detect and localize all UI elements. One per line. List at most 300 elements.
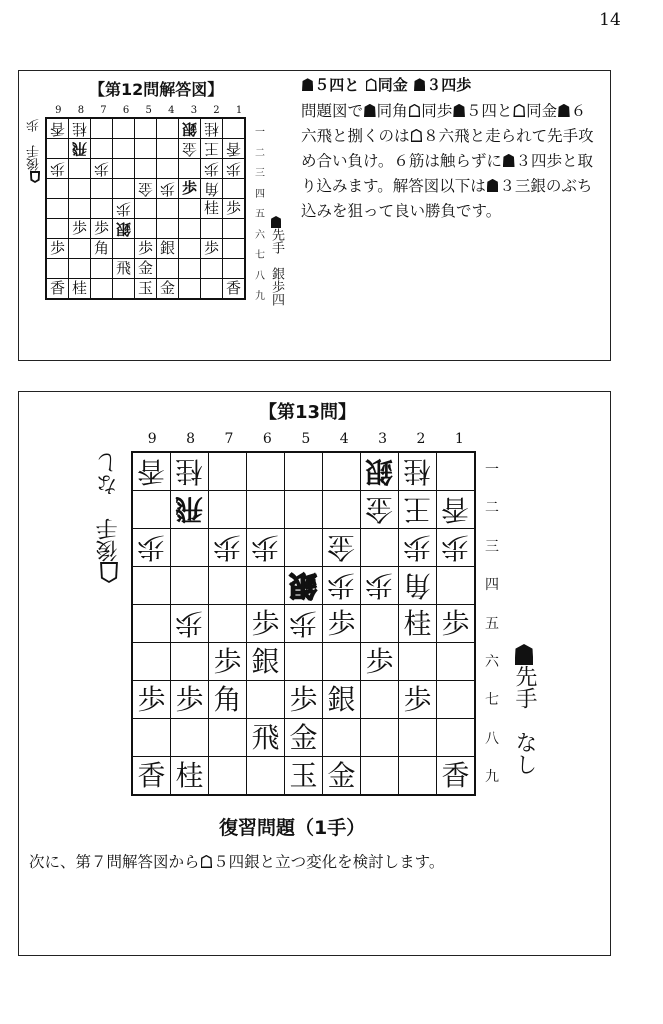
file-label: 3 <box>378 431 388 447</box>
board-square[interactable] <box>437 567 476 605</box>
board-square[interactable] <box>323 491 361 529</box>
board-square[interactable] <box>113 139 135 159</box>
board-square[interactable] <box>69 259 91 279</box>
board-square[interactable] <box>437 643 476 681</box>
gote-piece: 歩 <box>213 531 242 564</box>
board-rank-row <box>46 118 245 139</box>
board-rank-row <box>46 199 245 219</box>
board-square[interactable] <box>361 757 399 796</box>
board-square[interactable] <box>132 605 171 643</box>
board-square[interactable] <box>132 719 171 757</box>
board-square[interactable] <box>323 567 361 605</box>
board-square[interactable] <box>69 199 91 219</box>
board-square[interactable] <box>285 757 323 796</box>
board-square[interactable] <box>179 259 201 279</box>
rank-label: 九 <box>255 291 265 302</box>
board-square[interactable] <box>223 259 246 279</box>
board-square[interactable] <box>91 239 113 259</box>
board-square[interactable] <box>399 643 437 681</box>
board-square[interactable] <box>69 118 91 139</box>
board-square[interactable] <box>285 681 323 719</box>
sente-piece: 金 <box>327 759 356 792</box>
board-square[interactable] <box>209 452 247 491</box>
problem13-panel <box>18 391 611 956</box>
problem12-answer-heading: ５四と 同金 ３四歩 <box>301 73 601 98</box>
board-square[interactable] <box>247 605 285 643</box>
sente-piece: 歩 <box>93 219 109 237</box>
sente-piece: 飛 <box>115 259 131 277</box>
sente-piece: 歩 <box>181 179 197 197</box>
board-square[interactable] <box>399 681 437 719</box>
board-rank-row <box>132 567 475 605</box>
board-square[interactable] <box>223 139 246 159</box>
board-square[interactable] <box>285 567 323 605</box>
gote-piece: 飛 <box>71 140 87 158</box>
board-square[interactable] <box>209 567 247 605</box>
sente-mark-icon <box>558 104 570 117</box>
gote-piece: 桂 <box>71 120 87 138</box>
board-square[interactable] <box>179 219 201 239</box>
file-label: 5 <box>301 431 311 447</box>
problem13-description: 次に、第７問解答図から ５四銀と立つ変化を検討します。 <box>29 853 445 871</box>
sente-piece: 歩 <box>365 645 394 678</box>
board-square[interactable] <box>69 139 91 159</box>
rank-label: 四 <box>485 577 499 594</box>
gote-piece: 王 <box>203 140 219 158</box>
board-square[interactable] <box>201 219 223 239</box>
board-square[interactable] <box>223 179 246 199</box>
board-square[interactable] <box>399 567 437 605</box>
board-square[interactable] <box>171 491 209 529</box>
gote-piece: 歩 <box>159 180 175 198</box>
board-square[interactable] <box>361 529 399 567</box>
board-square[interactable] <box>157 219 179 239</box>
gote-piece: 歩 <box>49 160 65 178</box>
board-square[interactable] <box>285 452 323 491</box>
problem12-gote-hand: 後手 歩 <box>25 119 44 183</box>
gote-piece: 歩 <box>365 569 394 602</box>
problem13-gote-hand: 後手 なし <box>93 452 124 583</box>
board-square[interactable] <box>323 643 361 681</box>
gote-piece: 香 <box>137 455 166 488</box>
board-square[interactable] <box>223 159 246 179</box>
gote-mark-icon <box>100 562 118 583</box>
board-square[interactable] <box>132 567 171 605</box>
sente-piece: 銀 <box>327 683 356 716</box>
board-square[interactable] <box>157 239 179 259</box>
sente-piece: 歩 <box>213 645 242 678</box>
board-square[interactable] <box>437 491 476 529</box>
board-square[interactable] <box>135 118 157 139</box>
board-square[interactable] <box>135 159 157 179</box>
board-square[interactable] <box>171 605 209 643</box>
problem13-subtitle: 復習問題（1手） <box>219 817 366 839</box>
board-square[interactable] <box>179 118 201 139</box>
file-label: 1 <box>235 105 243 116</box>
sente-piece: 金 <box>137 259 153 277</box>
board-square[interactable] <box>132 757 171 796</box>
board-square[interactable] <box>323 719 361 757</box>
gote-mark-icon <box>411 129 423 142</box>
gote-piece: 歩 <box>441 531 470 564</box>
board-rank-row <box>132 452 475 491</box>
board-square[interactable] <box>247 452 285 491</box>
board-square[interactable] <box>179 199 201 219</box>
board-square[interactable] <box>437 529 476 567</box>
board-square[interactable] <box>437 681 476 719</box>
board-square[interactable] <box>285 643 323 681</box>
board-square[interactable] <box>247 681 285 719</box>
gote-piece: 歩 <box>175 607 204 640</box>
board-square[interactable] <box>157 118 179 139</box>
sente-mark-icon <box>487 179 499 192</box>
board-square[interactable] <box>46 219 69 239</box>
board-square[interactable] <box>285 529 323 567</box>
board-square[interactable] <box>201 279 223 300</box>
gote-mark-icon <box>513 104 525 117</box>
board-square[interactable] <box>171 719 209 757</box>
board-square[interactable] <box>113 219 135 239</box>
sente-piece: 角 <box>93 239 109 257</box>
board-square[interactable] <box>361 643 399 681</box>
sente-piece: 桂 <box>403 607 432 640</box>
sente-piece: 銀 <box>251 645 280 678</box>
board-square[interactable] <box>157 179 179 199</box>
rank-label: 三 <box>255 168 265 179</box>
gote-piece: 歩 <box>93 160 109 178</box>
rank-label: 六 <box>485 654 499 670</box>
board-square[interactable] <box>361 605 399 643</box>
problem12-commentary: 問題図で 同角 同歩 ５四と 同金 ６六飛と捌くのは ８六飛と走られて先手攻め合い負け。６筋は触らずに ３四歩と取り込みます。解答図以下は ３三銀のぶち込みを狙って良い勝負です。 <box>301 102 594 220</box>
board-rank-row <box>132 681 475 719</box>
board-square[interactable] <box>69 239 91 259</box>
rank-label: 二 <box>485 500 499 517</box>
board-square[interactable] <box>361 491 399 529</box>
sente-piece: 香 <box>137 759 166 792</box>
sente-piece: 香 <box>225 279 241 297</box>
board-square[interactable] <box>201 118 223 139</box>
board-square[interactable] <box>179 139 201 159</box>
board-square[interactable] <box>323 452 361 491</box>
board-square[interactable] <box>209 529 247 567</box>
board-square[interactable] <box>46 279 69 300</box>
gote-mark-icon <box>366 78 377 91</box>
gote-piece: 歩 <box>137 531 166 564</box>
board-square[interactable] <box>209 719 247 757</box>
gote-piece: 歩 <box>327 569 356 602</box>
board-square[interactable] <box>113 118 135 139</box>
board-square[interactable] <box>223 199 246 219</box>
board-square[interactable] <box>399 605 437 643</box>
board-square[interactable] <box>113 259 135 279</box>
board-square[interactable] <box>247 757 285 796</box>
file-label: 7 <box>224 431 234 447</box>
sente-mark-icon <box>453 104 465 117</box>
board-square[interactable] <box>399 452 437 491</box>
gote-piece: 金 <box>137 180 153 198</box>
board-square[interactable] <box>209 491 247 529</box>
board-square[interactable] <box>171 567 209 605</box>
gote-piece: 歩 <box>115 200 131 218</box>
board-square[interactable] <box>437 757 476 796</box>
board-square[interactable] <box>223 219 246 239</box>
board-square[interactable] <box>323 757 361 796</box>
board-square[interactable] <box>157 279 179 300</box>
board-square[interactable] <box>201 239 223 259</box>
board-square[interactable] <box>361 681 399 719</box>
board-square[interactable] <box>223 279 246 300</box>
board-square[interactable] <box>135 259 157 279</box>
file-label: 4 <box>339 431 349 447</box>
board-square[interactable] <box>223 239 246 259</box>
board-square[interactable] <box>69 279 91 300</box>
board-square[interactable] <box>135 199 157 219</box>
board-square[interactable] <box>323 529 361 567</box>
sente-mark-icon <box>503 154 515 167</box>
board-square[interactable] <box>323 605 361 643</box>
sente-piece: 飛 <box>251 721 280 754</box>
board-square[interactable] <box>91 159 113 179</box>
rank-label: 八 <box>255 270 265 282</box>
board-square[interactable] <box>135 179 157 199</box>
board-square[interactable] <box>113 179 135 199</box>
board-square[interactable] <box>285 719 323 757</box>
gote-mark-icon <box>409 104 421 117</box>
board-square[interactable] <box>46 239 69 259</box>
board-square[interactable] <box>113 199 135 219</box>
gote-piece: 歩 <box>203 160 219 178</box>
board-square[interactable] <box>157 199 179 219</box>
board-square[interactable] <box>46 199 69 219</box>
board-square[interactable] <box>247 491 285 529</box>
board-square[interactable] <box>135 279 157 300</box>
sente-piece: 香 <box>49 279 65 297</box>
board-square[interactable] <box>179 179 201 199</box>
file-label: 1 <box>454 431 464 447</box>
board-square[interactable] <box>209 605 247 643</box>
rank-label: 四 <box>255 188 265 200</box>
board-square[interactable] <box>157 139 179 159</box>
board-square[interactable] <box>113 159 135 179</box>
board-square[interactable] <box>247 719 285 757</box>
sente-piece: 歩 <box>203 239 219 257</box>
file-label: 9 <box>55 105 62 116</box>
sente-mark-icon <box>271 216 282 228</box>
board-rank-row <box>132 757 475 796</box>
sente-mark-icon <box>364 104 376 117</box>
board-rank-row <box>46 219 245 239</box>
file-label: 9 <box>147 431 157 447</box>
board-square[interactable] <box>285 605 323 643</box>
rank-label: 一 <box>255 127 265 138</box>
sente-piece: 歩 <box>225 199 241 217</box>
board-square[interactable] <box>285 491 323 529</box>
sente-piece: 歩 <box>49 239 65 257</box>
board-square[interactable] <box>399 529 437 567</box>
board-square[interactable] <box>361 567 399 605</box>
board-square[interactable] <box>69 159 91 179</box>
board-square[interactable] <box>157 259 179 279</box>
board-square[interactable] <box>132 529 171 567</box>
gote-piece: 香 <box>441 493 470 526</box>
board-square[interactable] <box>201 139 223 159</box>
board-square[interactable] <box>171 757 209 796</box>
sente-piece: 角 <box>213 683 242 716</box>
board-square[interactable] <box>437 719 476 757</box>
board-square[interactable] <box>179 279 201 300</box>
board-square[interactable] <box>247 567 285 605</box>
board-square[interactable] <box>91 179 113 199</box>
board-square[interactable] <box>132 643 171 681</box>
sente-piece: 玉 <box>289 759 318 792</box>
board-rank-row <box>46 279 245 300</box>
file-label: 5 <box>145 105 152 116</box>
rank-label: 九 <box>485 769 499 786</box>
file-label: 8 <box>186 431 196 447</box>
problem12-title: 【第12問解答図】 <box>89 80 224 99</box>
sente-piece: 歩 <box>441 607 470 640</box>
gote-piece: 飛 <box>175 493 204 526</box>
board-square[interactable] <box>132 452 171 491</box>
board-square[interactable] <box>46 179 69 199</box>
board-square[interactable] <box>201 199 223 219</box>
problem12-board <box>45 117 246 300</box>
sente-piece: 香 <box>441 759 470 792</box>
sente-mark-icon <box>302 78 313 91</box>
board-square[interactable] <box>171 643 209 681</box>
board-rank-row <box>132 529 475 567</box>
board-square[interactable] <box>91 199 113 219</box>
board-square[interactable] <box>209 757 247 796</box>
board-square[interactable] <box>247 643 285 681</box>
problem13-sente-hand: 先手 なし <box>509 644 540 775</box>
sente-piece: 玉 <box>137 279 153 297</box>
board-square[interactable] <box>46 259 69 279</box>
sente-piece: 金 <box>159 279 175 297</box>
gote-piece: 角 <box>203 180 219 198</box>
board-square[interactable] <box>201 159 223 179</box>
gote-piece: 金 <box>181 140 197 158</box>
board-square[interactable] <box>209 643 247 681</box>
rank-label: 二 <box>255 147 265 159</box>
gote-piece: 香 <box>49 120 65 138</box>
sente-piece: 歩 <box>251 607 280 640</box>
board-square[interactable] <box>46 139 69 159</box>
gote-piece: 歩 <box>403 531 432 564</box>
board-square[interactable] <box>323 681 361 719</box>
board-square[interactable] <box>399 491 437 529</box>
board-square[interactable] <box>171 452 209 491</box>
sente-piece: 桂 <box>71 279 87 297</box>
sente-piece: 桂 <box>175 759 204 792</box>
board-square[interactable] <box>69 219 91 239</box>
board-square[interactable] <box>135 239 157 259</box>
board-square[interactable] <box>46 159 69 179</box>
board-square[interactable] <box>361 452 399 491</box>
board-square[interactable] <box>91 279 113 300</box>
board-square[interactable] <box>91 139 113 159</box>
board-square[interactable] <box>91 219 113 239</box>
file-label: 2 <box>213 105 220 116</box>
problem13-title: 【第13問】 <box>259 402 357 423</box>
board-square[interactable] <box>135 139 157 159</box>
board-square[interactable] <box>91 259 113 279</box>
sente-piece: 銀 <box>159 239 175 257</box>
board-square[interactable] <box>437 452 476 491</box>
file-label: 3 <box>190 105 198 116</box>
board-square[interactable] <box>247 529 285 567</box>
board-square[interactable] <box>399 757 437 796</box>
gote-piece: 香 <box>225 140 241 158</box>
board-square[interactable] <box>209 681 247 719</box>
gote-piece: 歩 <box>225 160 241 178</box>
sente-piece: 歩 <box>327 607 356 640</box>
rank-label: 一 <box>485 462 499 478</box>
file-label: 4 <box>168 105 175 116</box>
sente-piece: 歩 <box>137 239 153 257</box>
board-square[interactable] <box>361 719 399 757</box>
file-label: 7 <box>100 105 107 116</box>
board-square[interactable] <box>171 681 209 719</box>
gote-piece: 銀 <box>365 455 394 488</box>
rank-label: 三 <box>485 538 499 555</box>
board-square[interactable] <box>399 719 437 757</box>
board-rank-row <box>132 719 475 757</box>
board-square[interactable] <box>69 179 91 199</box>
sente-piece: 桂 <box>203 199 219 217</box>
file-label: 8 <box>77 105 85 116</box>
rank-label: 八 <box>485 730 499 747</box>
sente-mark-icon <box>515 644 534 665</box>
board-square[interactable] <box>437 605 476 643</box>
board-square[interactable] <box>201 179 223 199</box>
sente-piece: 歩 <box>137 683 166 716</box>
board-square[interactable] <box>113 239 135 259</box>
board-square[interactable] <box>113 279 135 300</box>
board-square[interactable] <box>157 159 179 179</box>
gote-piece: 桂 <box>203 120 219 138</box>
gote-piece: 銀 <box>289 569 318 602</box>
board-square[interactable] <box>91 118 113 139</box>
gote-mark-icon <box>30 171 40 183</box>
board-square[interactable] <box>179 159 201 179</box>
file-label: 6 <box>262 431 272 447</box>
gote-piece: 金 <box>365 493 394 526</box>
gote-mark-icon <box>201 855 213 868</box>
sente-piece: 歩 <box>289 683 318 716</box>
rank-label: 七 <box>485 692 499 709</box>
board-square[interactable] <box>171 529 209 567</box>
gote-piece: 王 <box>403 493 432 526</box>
board-rank-row <box>46 179 245 199</box>
board-square[interactable] <box>132 681 171 719</box>
problem13-board <box>131 451 476 796</box>
board-square[interactable] <box>132 491 171 529</box>
board-rank-row <box>46 259 245 279</box>
gote-piece: 銀 <box>181 120 197 138</box>
board-square[interactable] <box>201 259 223 279</box>
board-square[interactable] <box>223 118 246 139</box>
board-square[interactable] <box>46 118 69 139</box>
board-rank-row <box>46 239 245 259</box>
gote-piece: 歩 <box>289 607 318 640</box>
board-square[interactable] <box>179 239 201 259</box>
gote-piece: 桂 <box>175 455 204 488</box>
rank-label: 五 <box>255 209 265 220</box>
board-square[interactable] <box>135 219 157 239</box>
rank-label: 七 <box>255 250 265 261</box>
gote-piece: 歩 <box>251 531 280 564</box>
